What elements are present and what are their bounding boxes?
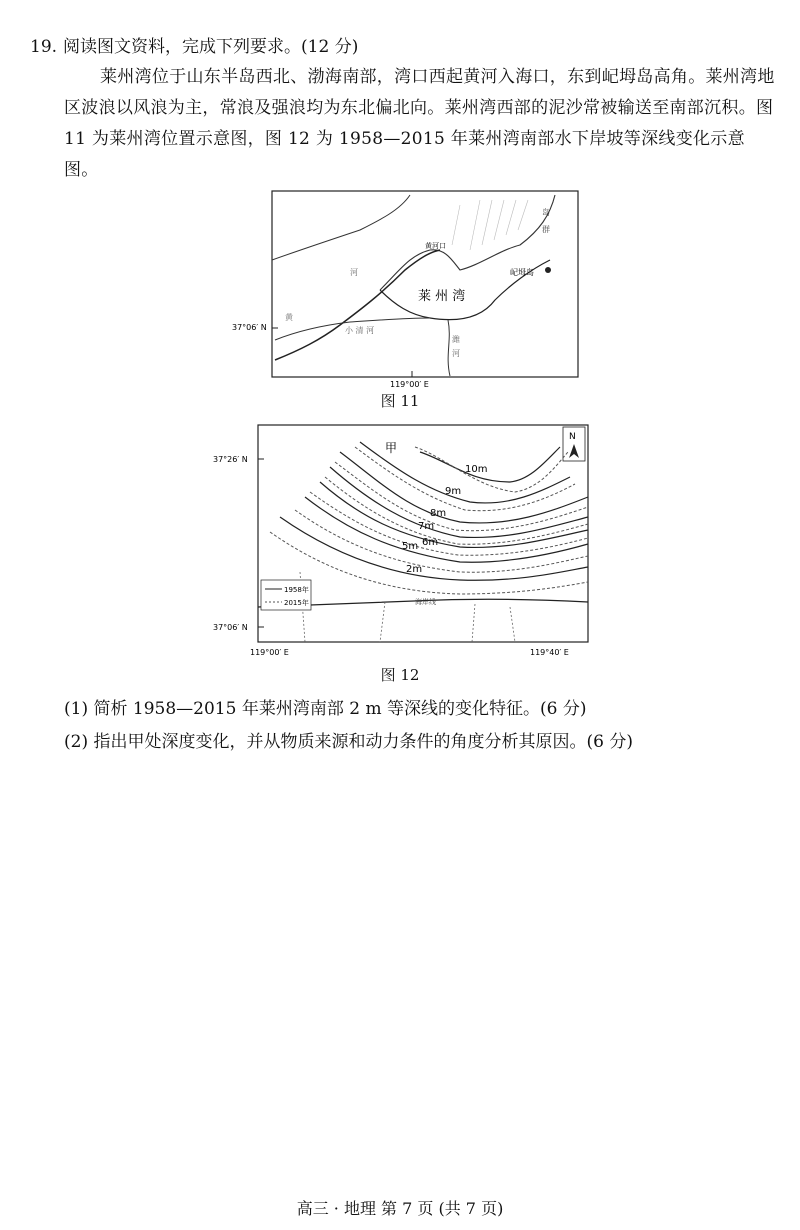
point-jia: 甲 — [385, 441, 398, 455]
river-label-2: 河 — [350, 268, 358, 277]
island-dot — [545, 267, 551, 273]
figure-11 — [230, 190, 580, 390]
river-label-3: 小 清 河 — [345, 326, 375, 335]
fig11-lat-label: 37°06′ N — [232, 323, 267, 332]
fig12-lon-left: 119°00′ E — [250, 648, 289, 657]
depth-label-10m: 10m — [465, 464, 488, 475]
legend-2015: 2015年 — [284, 599, 309, 607]
depth-label-6m: 6m — [422, 537, 439, 548]
question-title-text: 阅读图文资料，完成下列要求。(12 分) — [63, 37, 359, 57]
fig12-lon-right: 119°40′ E — [530, 648, 569, 657]
question-number: 19. — [30, 37, 58, 57]
river-mouth-label: 黄河口 — [425, 242, 446, 250]
river-label-1: 黄 — [285, 313, 293, 322]
question-paragraph: 莱州湾位于山东半岛西北、渤海南部，湾口西起黄河入海口，东到屺坶岛高角。莱州湾地区波浪以风浪为主，常浪及强浪均为东北偏北向。莱州湾西部的泥沙常被输送至南部沉积。图 11 为莱州湾位置示意图，图 12 为 1958—2015 年莱州湾南部水下岸坡等深线变化示意图。 — [64, 67, 775, 180]
bay-label: 莱 州 湾 — [418, 289, 466, 304]
figure-11-caption: 图 11 — [380, 392, 420, 410]
east-label-2: 岛 — [542, 208, 550, 217]
page-footer: 高三 · 地理 第 7 页 (共 7 页) — [296, 1199, 504, 1218]
depth-label-7m: 7m — [418, 521, 435, 532]
depth-label-2m: 2m — [406, 564, 423, 575]
east-label-1: 群 — [542, 225, 550, 234]
north-label: N — [569, 432, 576, 442]
river-label-4: 潍 — [452, 335, 460, 344]
figure-12-map — [210, 422, 595, 662]
depth-label-8m: 8m — [430, 508, 447, 519]
question-title — [30, 32, 358, 57]
subquestion-1: (1) 简析 1958—2015 年莱州湾南部 2 m 等深线的变化特征。(6 分) — [64, 699, 587, 719]
shoreline-label: 海岸线 — [415, 598, 436, 606]
subquestion-2: (2) 指出甲处深度变化，并从物质来源和动力条件的角度分析其原因。(6 分) — [64, 732, 633, 752]
figure-12-caption: 图 12 — [380, 666, 420, 684]
depth-label-5m: 5m — [402, 541, 419, 552]
fig12-lat-bottom: 37°06′ N — [213, 623, 248, 632]
island-label: 屺坶岛 — [510, 268, 534, 277]
figure-12 — [210, 422, 595, 662]
river-label-5: 河 — [452, 349, 460, 358]
fig11-lon-label: 119°00′ E — [390, 380, 429, 389]
figure-11-map — [230, 190, 580, 390]
legend-1958: 1958年 — [284, 586, 309, 594]
depth-label-9m: 9m — [445, 486, 462, 497]
fig12-lat-top: 37°26′ N — [213, 455, 248, 464]
